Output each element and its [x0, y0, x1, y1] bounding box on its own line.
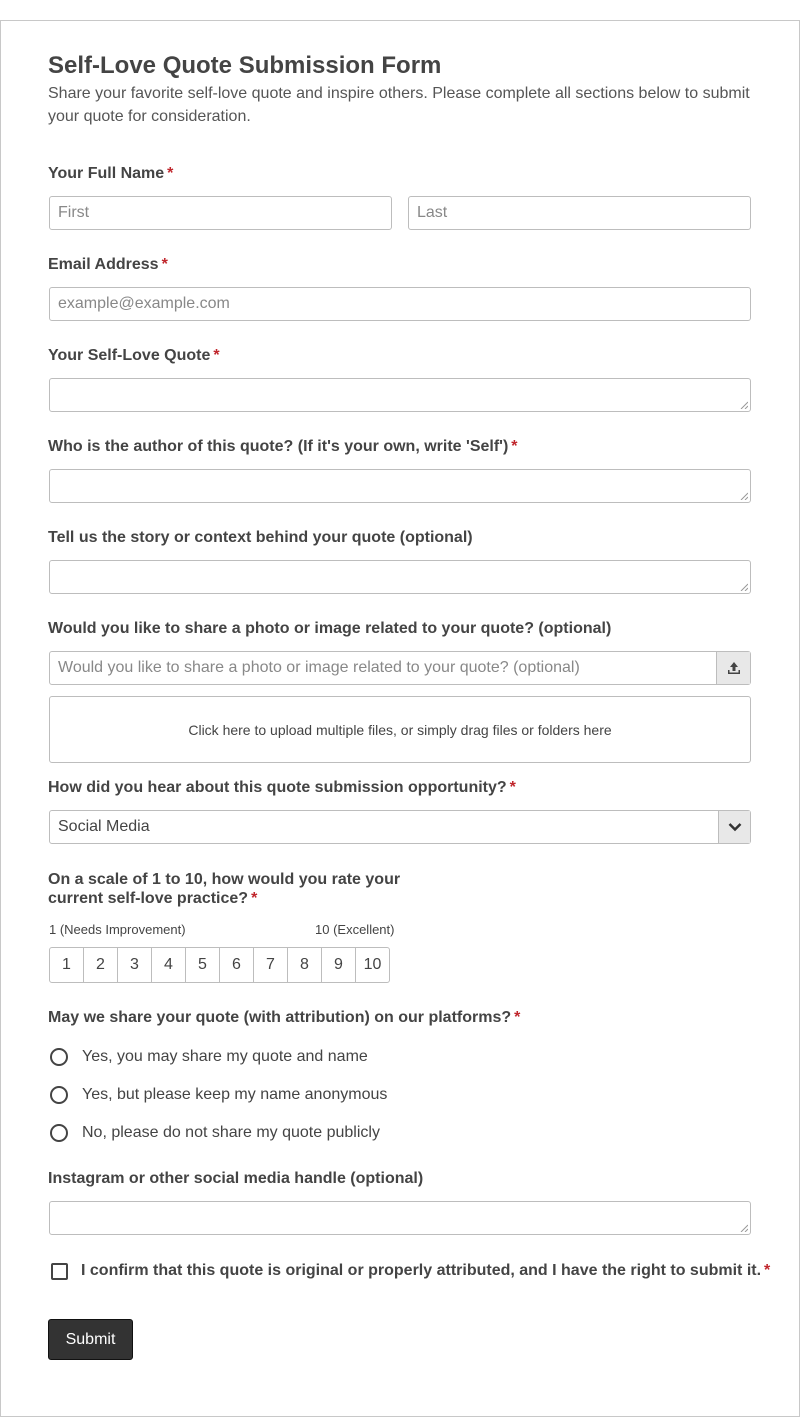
rating-max-caption: 10 (Excellent) [315, 922, 395, 937]
share-label-text: May we share your quote (with attribution) on our platforms? [48, 1009, 512, 1026]
full-name-label-text: Your Full Name [48, 165, 165, 182]
required-marker: * [764, 1262, 771, 1279]
share-option-anonymous[interactable] [50, 1086, 387, 1104]
checkbox-box[interactable] [51, 1263, 68, 1280]
share-option-yes-name[interactable] [50, 1048, 368, 1066]
rating-option-7[interactable]: 7 [254, 948, 288, 982]
photo-file-input[interactable] [49, 651, 751, 685]
full-name-label [48, 165, 173, 183]
confirm-checkbox[interactable] [51, 1263, 68, 1280]
required-marker: * [213, 347, 220, 364]
last-name-placeholder: Last [417, 204, 448, 221]
rating-label-line1: On a scale of 1 to 10, how would you rate your [48, 871, 401, 888]
social-textarea[interactable] [49, 1201, 751, 1235]
story-textarea[interactable] [49, 560, 751, 594]
confirm-label [81, 1262, 770, 1280]
share-label [48, 1009, 520, 1027]
required-marker: * [251, 890, 258, 907]
upload-icon [726, 660, 742, 676]
author-textarea[interactable] [49, 469, 751, 503]
required-marker: * [511, 438, 518, 455]
radio-button[interactable] [50, 1086, 68, 1104]
rating-option-1[interactable]: 1 [50, 948, 84, 982]
resize-grip-icon[interactable] [740, 492, 748, 500]
rating-option-6[interactable]: 6 [220, 948, 254, 982]
form-description: Share your favorite self-love quote and inspire others. Please complete all sections below to submit your quote for consideration. [48, 85, 750, 125]
source-label-text: How did you hear about this quote submission opportunity? [48, 779, 507, 796]
chevron-down-icon [728, 822, 742, 832]
first-name-input[interactable] [49, 196, 392, 230]
author-label-text: Who is the author of this quote? (If it's your own, write 'Self') [48, 438, 509, 455]
author-label [48, 438, 518, 456]
source-label [48, 779, 516, 797]
photo-label: Would you like to share a photo or image related to your quote? (optional) [48, 620, 612, 637]
rating-label-line2: current self-love practice? [48, 890, 249, 907]
rating-option-3[interactable]: 3 [118, 948, 152, 982]
rating-option-9[interactable]: 9 [322, 948, 356, 982]
source-select[interactable] [49, 810, 751, 844]
required-marker: * [514, 1009, 521, 1026]
social-label: Instagram or other social media handle (optional) [48, 1170, 424, 1187]
quote-textarea[interactable] [49, 378, 751, 412]
required-marker: * [509, 779, 516, 796]
share-option-label: No, please do not share my quote publicly [82, 1124, 380, 1141]
required-marker: * [167, 165, 174, 182]
rating-min-caption: 1 (Needs Improvement) [49, 922, 186, 937]
photo-placeholder: Would you like to share a photo or image related to your quote? (optional) [58, 659, 580, 676]
file-dropzone[interactable] [49, 696, 751, 763]
quote-label-text: Your Self-Love Quote [48, 347, 211, 364]
radio-button[interactable] [50, 1048, 68, 1066]
email-label [48, 256, 168, 274]
first-name-placeholder: First [58, 204, 90, 221]
rating-option-4[interactable]: 4 [152, 948, 186, 982]
confirm-label-text: I confirm that this quote is original or properly attributed, and I have the right to submit it. [81, 1262, 762, 1279]
radio-button[interactable] [50, 1124, 68, 1142]
rating-option-10[interactable]: 10 [363, 956, 382, 973]
quote-label [48, 347, 220, 365]
source-selected-value: Social Media [58, 818, 150, 835]
share-option-label: Yes, but please keep my name anonymous [82, 1086, 388, 1103]
form-title: Self-Love Quote Submission Form [48, 52, 442, 79]
rating-label [48, 870, 400, 908]
email-label-text: Email Address [48, 256, 159, 273]
resize-grip-icon[interactable] [740, 583, 748, 591]
rating-option-5[interactable]: 5 [186, 948, 220, 982]
rating-option-8[interactable]: 8 [288, 948, 322, 982]
upload-button[interactable] [716, 652, 750, 684]
share-option-label: Yes, you may share my quote and name [82, 1048, 368, 1065]
resize-grip-icon[interactable] [740, 401, 748, 409]
rating-scale [49, 947, 390, 983]
submit-button[interactable]: Submit [48, 1319, 133, 1360]
dropzone-text: Click here to upload multiple files, or simply drag files or folders here [188, 721, 612, 738]
email-input[interactable] [49, 287, 751, 321]
select-arrow[interactable] [718, 811, 750, 843]
share-option-no[interactable] [50, 1124, 380, 1142]
email-placeholder: example@example.com [58, 295, 230, 312]
last-name-input[interactable] [408, 196, 751, 230]
required-marker: * [161, 256, 168, 273]
rating-option-2[interactable]: 2 [84, 948, 118, 982]
story-label: Tell us the story or context behind your quote (optional) [48, 529, 473, 546]
resize-grip-icon[interactable] [740, 1224, 748, 1232]
